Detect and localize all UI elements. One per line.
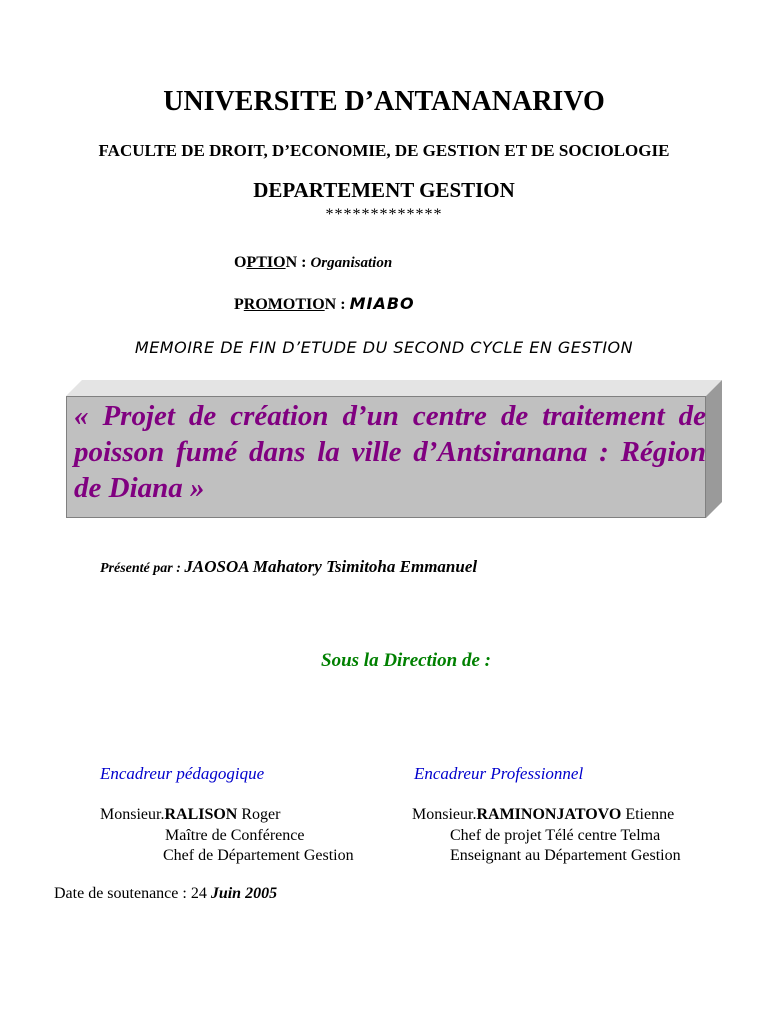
university-name: UNIVERSITE D’ANTANANARIVO: [163, 86, 605, 117]
defense-date: Juin 2005: [210, 885, 278, 902]
option-suffix: N :: [285, 254, 311, 271]
thesis-title: « Projet de création d’un centre de traitement de poisson fumé dans la ville d’Antsiranana : Région de Diana »: [74, 400, 706, 504]
defense-label: Date de soutenance : 24: [54, 885, 211, 902]
professional-supervisor-heading: Encadreur Professionnel: [414, 764, 584, 783]
presenter-name: JAOSOA Mahatory Tsimitoha Emmanuel: [184, 557, 478, 576]
option-underlined: PTIO: [246, 254, 286, 271]
professional-supervisor-role: Enseignant au Département Gestion: [450, 847, 681, 864]
title-box-side-bevel: [706, 380, 722, 518]
professional-supervisor-title: Chef de projet Télé centre Telma: [450, 827, 661, 844]
option-value: Organisation: [310, 255, 393, 271]
name-firstname: Roger: [237, 806, 281, 823]
pedagogical-supervisor-heading: Encadreur pédagogique: [100, 764, 265, 783]
option-line: [234, 254, 392, 272]
presenter-line: [100, 557, 477, 577]
memoire-subtitle: MEMOIRE DE FIN D’ETUDE DU SECOND CYCLE EN GESTION: [134, 338, 634, 357]
option-prefix: O: [234, 254, 247, 271]
defense-date-line: [54, 885, 277, 903]
name-surname: RALISON: [164, 806, 238, 823]
promotion-underlined: ROMOTIO: [243, 296, 325, 313]
title-box: [66, 380, 722, 518]
promotion-suffix: N :: [324, 296, 350, 313]
name-prefix: Monsieur.: [100, 806, 165, 823]
pedagogical-supervisor-role: Chef de Département Gestion: [163, 847, 354, 864]
title-box-top-bevel: [66, 380, 722, 396]
promotion-line: [234, 294, 415, 314]
separator-stars: *************: [325, 206, 443, 223]
name-firstname: Etienne: [621, 806, 675, 823]
promotion-value: MIABO: [349, 294, 415, 313]
presenter-label: Présenté par :: [100, 561, 185, 576]
professional-supervisor-name: [412, 806, 674, 824]
name-prefix: Monsieur.: [412, 806, 477, 823]
faculty-name: FACULTE DE DROIT, D’ECONOMIE, DE GESTION ET DE SOCIOLOGIE: [98, 141, 670, 160]
direction-heading: Sous la Direction de :: [321, 650, 491, 671]
pedagogical-supervisor-name: [100, 806, 280, 824]
pedagogical-supervisor-title: Maître de Conférence: [165, 827, 305, 844]
department-name: DEPARTEMENT GESTION: [253, 178, 515, 202]
name-surname: RAMINONJATOVO: [476, 806, 622, 823]
promotion-prefix: P: [234, 296, 244, 313]
